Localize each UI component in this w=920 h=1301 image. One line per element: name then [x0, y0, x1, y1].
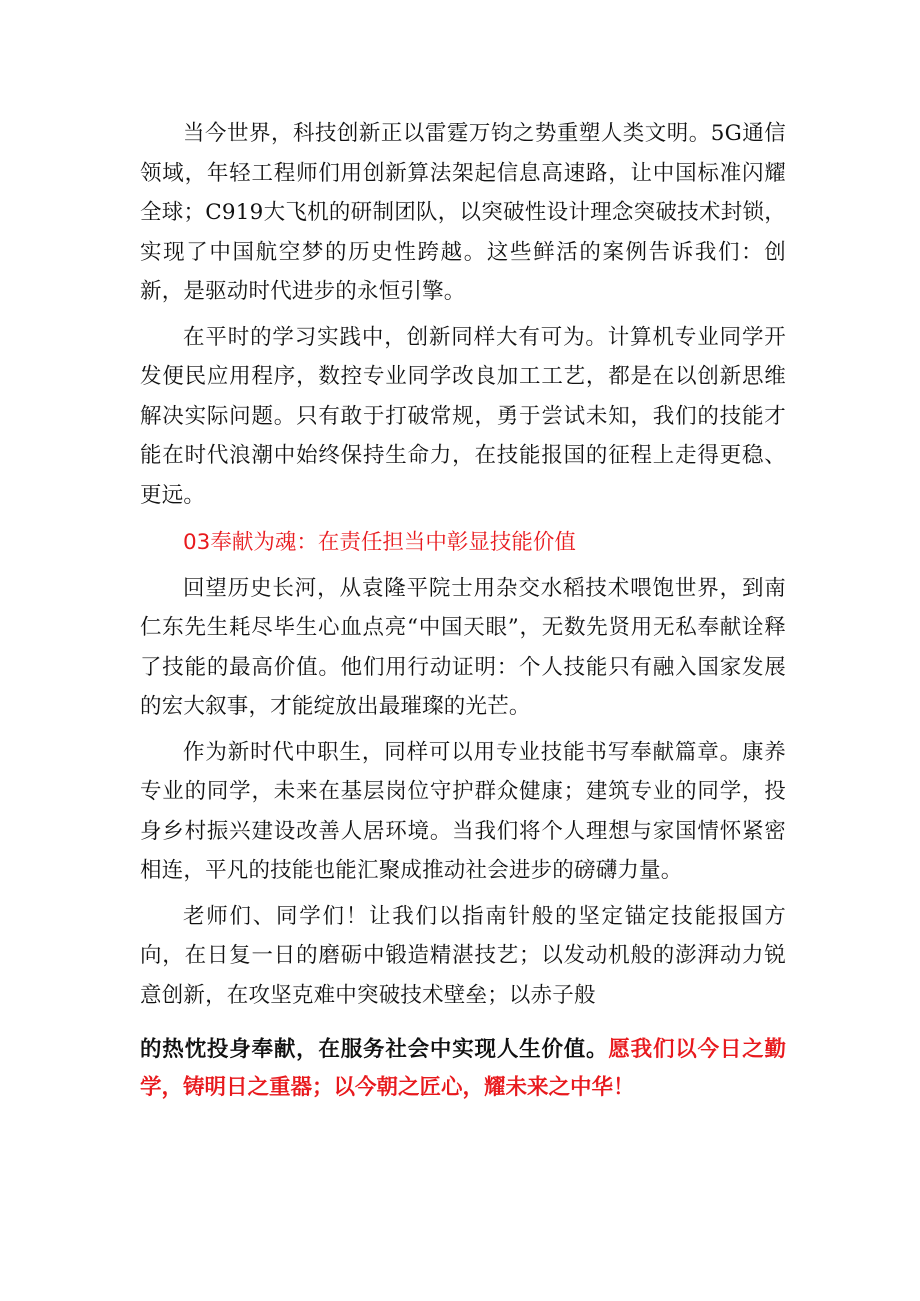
closing-black-text: 的热忱投身奉献，在服务社会中实现人生价值。: [140, 1037, 609, 1062]
paragraph-innovation-practice: 在平时的学习实践中，创新同样大有可为。计算机专业同学开发便民应用程序，数控专业同学改良加工工艺，都是在以创新思维解决实际问题。只有敢于打破常规，勇于尝试未知，我们的技能才能在时代浪潮中始终保持生命力，在技能报国的征程上走得更稳、更远。: [140, 324, 786, 508]
paragraph-student-dedication: 作为新时代中职生，同样可以用专业技能书写奉献篇章。康养专业的同学，未来在基层岗位守护群众健康；建筑专业的同学，投身乡村振兴建设改善人居环境。当我们将个人理想与家国情怀紧密相连，平凡的技能也能汇聚成推动社会进步的磅礴力量。: [140, 739, 786, 883]
paragraph-call-to-action: 老师们、同学们！让我们以指南针般的坚定锚定技能报国方向，在日复一日的磨砺中锻造精湛技艺；以发动机般的澎湃动力锐意创新，在攻坚克难中突破技术壁垒；以赤子般: [140, 903, 786, 1008]
closing-red-text: 愿我们以今日之勤学，铸明日之重器；以今朝之匠心，耀未来之中华！: [140, 1037, 786, 1100]
paragraph-history-dedication: 回望历史长河，从袁隆平院士用杂交水稻技术喂饱世界，到南仁东先生耗尽毕生心血点亮“中国天眼”，无数先贤用无私奉献诠释了技能的最高价值。他们用行动证明：个人技能只有融入国家发展的宏大叙事，才能绽放出最璀璨的光芒。: [140, 575, 786, 719]
closing-paragraph: [140, 1031, 786, 1107]
paragraph-innovation-examples: 当今世界，科技创新正以雷霆万钧之势重塑人类文明。5G通信领域，年轻工程师们用创新算法架起信息高速路，让中国标准闪耀全球；C919大飞机的研制团队，以突破性设计理念突破技术封锁，实现了中国航空梦的历史性跨越。这些鲜活的案例告诉我们：创新，是驱动时代进步的永恒引擎。: [140, 121, 786, 304]
section-heading-dedication: 03奉献为魂：在责任担当中彰显技能价值: [183, 530, 576, 555]
document-page: [140, 114, 786, 1129]
